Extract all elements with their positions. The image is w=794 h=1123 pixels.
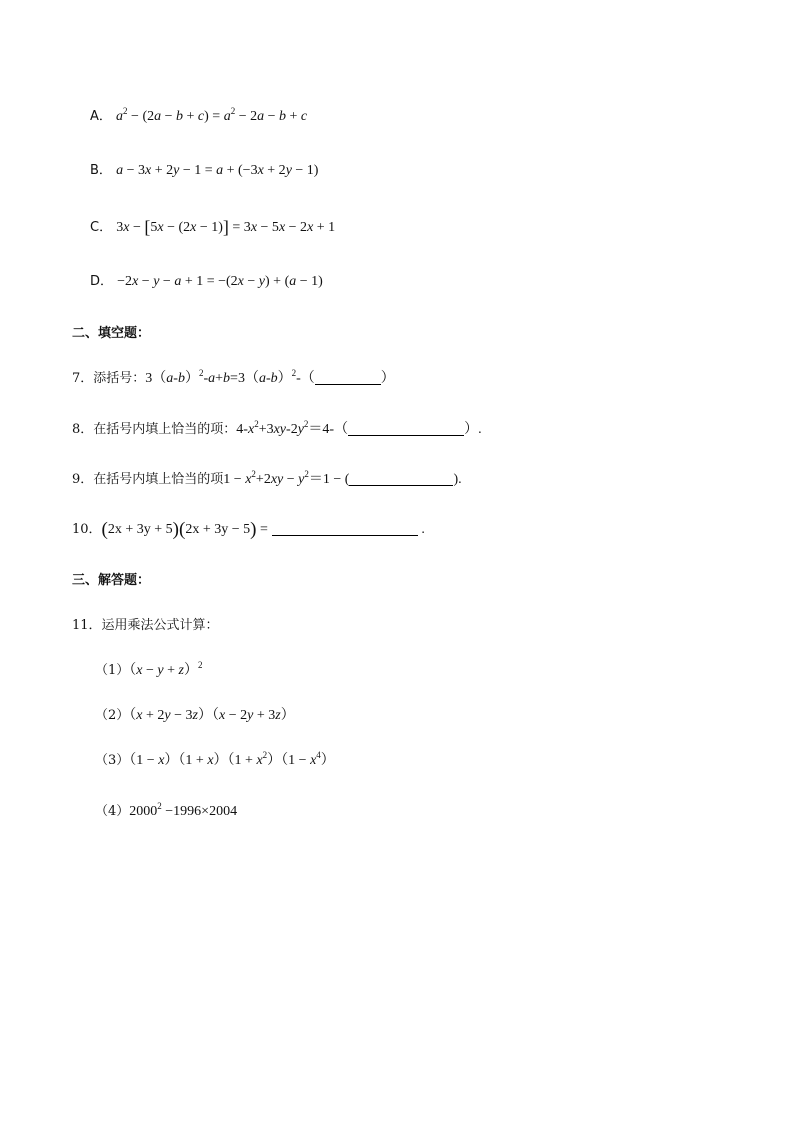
answer-blank-8[interactable]: [348, 421, 464, 436]
question-9-formula: $1 - x^2+2xy - y^2=1$ − ( ).: [223, 469, 462, 487]
question-11-part-3: [95, 752, 335, 770]
question-10: [72, 521, 425, 539]
question-11-part-4: [95, 803, 237, 821]
option-a-formula: $a^2 - (2a - b + c) = a^2 - 2a - b + c$: [116, 106, 308, 124]
part-1-formula: $(x - y + z)^2$: [129, 660, 203, 678]
part-2-formula: （x + 2y − 3z）（x − 2y + 3z）: [129, 708, 295, 723]
answer-blank-9[interactable]: [349, 471, 453, 486]
part-3-formula: $(1 - x)(1 + x)(1 + x^2)(1 - x^4)$: [129, 750, 335, 768]
answer-blank-7[interactable]: [315, 370, 381, 385]
question-8: [72, 421, 482, 439]
question-8-text: 在括号内填上恰当的项：: [93, 422, 237, 437]
question-8-formula: $4-x^2+3xy-2y^2=4-$（ ）.: [236, 419, 482, 437]
part-4-label: （4）: [95, 804, 130, 819]
part-1-label: （1）: [95, 663, 130, 678]
question-11-number: 11．: [72, 618, 102, 633]
option-c-label: C．: [90, 220, 113, 235]
question-11: [72, 617, 219, 635]
question-7-text: 添括号：: [93, 371, 146, 386]
option-d-formula: −2x − y − a + 1 = −(2x − y) + (a − 1): [117, 274, 323, 289]
option-b: [90, 162, 318, 180]
option-b-formula: a − 3x + 2y − 1 = a + (−3x + 2y − 1): [116, 163, 319, 178]
option-a-label: A．: [90, 109, 112, 124]
section-solve-title: 三、解答题：: [72, 573, 151, 588]
part-4-formula: $2000^2 -1996\times 2004$: [129, 801, 238, 819]
question-11-part-2: [95, 707, 295, 725]
question-10-number: 10．: [72, 522, 102, 537]
section-fill-in-title: 二、填空题：: [72, 326, 151, 341]
option-d: [90, 273, 323, 291]
answer-blank-10[interactable]: [272, 521, 418, 536]
part-3-label: （3）: [95, 753, 130, 768]
option-b-label: B．: [90, 163, 112, 178]
question-8-number: 8．: [72, 422, 94, 437]
question-10-formula: (2x + 3y + 5)(2x + 3y − 5) = .: [101, 519, 425, 540]
part-2-label: （2）: [95, 708, 130, 723]
question-7-formula: $3(a-b)^2-a+b=3(a-b)^2-$（ ）: [145, 368, 395, 386]
question-9-number: 9．: [72, 472, 94, 487]
option-c-formula: 3x − [5x − (2x − 1)] = 3x − 5x − 2x + 1: [116, 217, 336, 237]
option-c: [90, 218, 335, 237]
question-9-text: 在括号内填上恰当的项: [93, 472, 224, 487]
option-a: [90, 108, 307, 126]
question-11-part-1: [95, 662, 202, 680]
option-d-label: D．: [90, 274, 114, 289]
question-7: [72, 370, 395, 388]
question-7-number: 7．: [72, 371, 94, 386]
question-11-text: 运用乘法公式计算：: [101, 618, 219, 633]
question-9: [72, 471, 462, 489]
